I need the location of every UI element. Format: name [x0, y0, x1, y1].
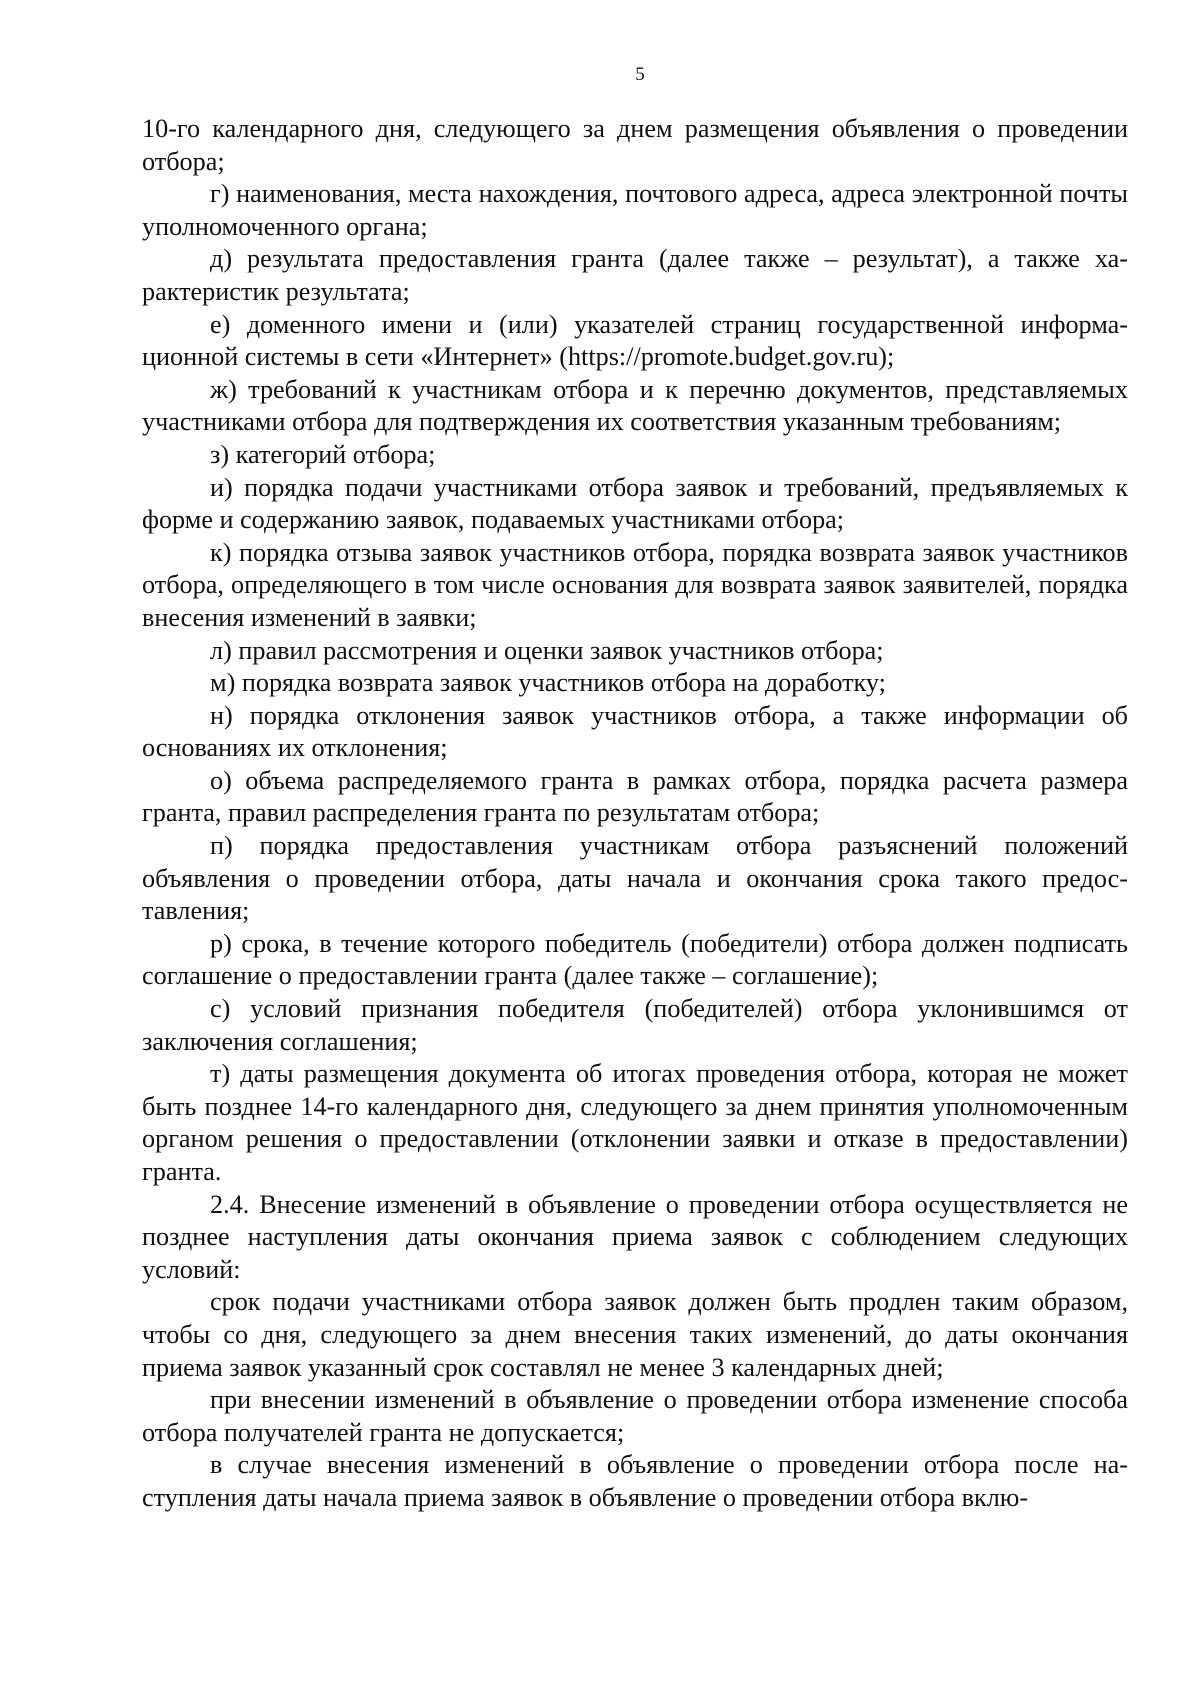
list-item-t: т) даты размещения документа об итогах проведения отбора, которая не может быть позднее 14-го календарного дня, следующего за днем принятия уполномоченным органом решения о предоставлении (отклонении заявки и отказе в предоставлении) гранта.: [142, 1059, 1128, 1186]
list-item-s: с) условий признания победителя (победителей) отбора уклонившимся от заключения соглашения;: [142, 994, 1128, 1056]
list-item-p: п) порядка предоставления участникам отбора разъяснений положений объявления о проведении отбора, даты начала и окончания срока такого предоставления;: [142, 831, 1128, 926]
list-item-n: н) порядка отклонения заявок участников отбора, а также информации об основаниях их отклонения;: [142, 700, 1128, 763]
list-item-e: е) доменного имени и (или) указателей страниц государственной информационной системы в сети «Интернет» (https://promote.budget.gov.ru);: [142, 309, 1128, 372]
list-item-zh: ж) требований к участникам отбора и к перечню документов, представляемых участниками отбора для подтверждения их соответствия указанным требованиям;: [142, 374, 1128, 437]
list-item-m: м) порядка возврата заявок участников отбора на доработку;: [210, 668, 886, 698]
document-body: [142, 113, 1128, 1515]
list-item-z: з) категорий отбора;: [210, 439, 436, 469]
list-item-o: о) объема распределяемого гранта в рамках отбора, порядка расчета размера гранта, правил распределения гранта по результатам отбора;: [142, 765, 1128, 828]
condition-paragraph: в случае внесения изменений в объявление о проведении отбора после наступления даты начала приема заявок в объявление о проведении отбора вклю-: [142, 1450, 1128, 1512]
list-item-l: л) правил рассмотрения и оценки заявок участников отбора;: [210, 635, 884, 665]
list-item-d: д) результата предоставления гранта (далее также – результат), а также характеристик результата;: [142, 244, 1128, 306]
condition-paragraph: при внесении изменений в объявление о проведении отбора изменение способа отбора получателей гранта не допускается;: [142, 1385, 1128, 1447]
list-item-k: к) порядка отзыва заявок участников отбора, порядка возврата заявок участников отбора, определяющего в том числе основания для возврата заявок заявителей, порядка внесения изменений в заявки;: [142, 537, 1128, 632]
page-number: 5: [635, 64, 645, 85]
condition-paragraph: срок подачи участниками отбора заявок должен быть продлен таким образом, чтобы со дня, следующего за днем внесения таких изменений, до даты окончания приема заявок указанный срок составлял не менее 3 календарных дней;: [142, 1287, 1128, 1382]
list-item-r: р) срока, в течение которого победитель (победители) отбора должен подписать соглашение о предоставлении гранта (далее также – соглашение);: [142, 928, 1128, 991]
section-2-4: 2.4. Внесение изменений в объявление о проведении отбора осуществляется не позднее наступления даты окончания приема заявок с соблюдением следующих условий:: [142, 1189, 1128, 1284]
list-item-g: г) наименования, места нахождения, почтового адреса, адреса электронной почты уполномоченного органа;: [142, 179, 1128, 241]
paragraph-continuation: 10-го календарного дня, следующего за днем размещения объявления о проведении отбора;: [142, 114, 1128, 176]
list-item-i: и) порядка подачи участниками отбора заявок и требований, предъявляемых к форме и содержанию заявок, подаваемых участниками отбора;: [142, 472, 1128, 535]
